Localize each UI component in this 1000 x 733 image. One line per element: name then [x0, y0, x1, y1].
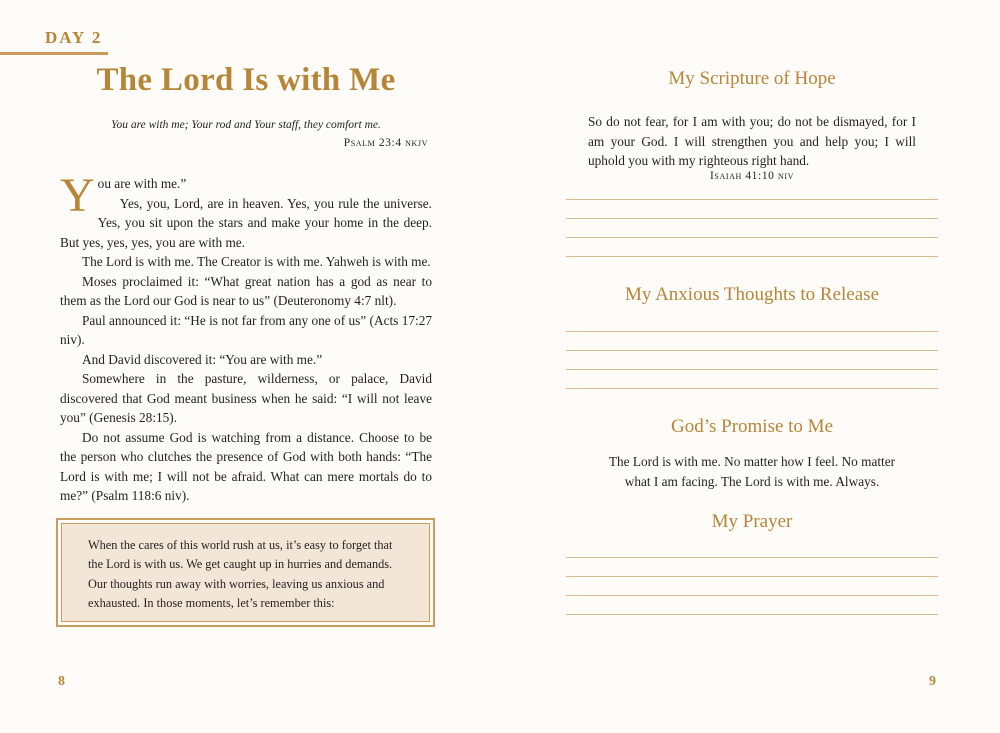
body-paragraph: Somewhere in the pasture, wilderness, or palace, David discovered that God meant business when he said: “I will not leave you” (Genesis 28:15). [60, 371, 432, 425]
scripture-text: So do not fear, for I am with you; do not be dismayed, for I am your God. I will strengthen you and help you; I will uphold you with my righteous right hand. [588, 114, 916, 168]
scripture-reference: Isaiah 41:10 niv [709, 170, 795, 182]
page-title: The Lord Is with Me [96, 62, 396, 98]
writing-line[interactable] [566, 388, 938, 389]
scripture-heading: My Scripture of Hope [668, 68, 836, 89]
writing-line[interactable] [566, 199, 938, 200]
writing-line[interactable] [566, 576, 938, 577]
promise-heading: God’s Promise to Me [670, 416, 834, 437]
day-label: DAY 2 [45, 28, 103, 47]
body-paragraph: And David discovered it: “You are with me.” [82, 351, 323, 367]
anxious-thoughts-heading: My Anxious Thoughts to Release [624, 284, 880, 305]
epigraph: You are with me; Your rod and Your staff, they comfort me. [111, 119, 381, 131]
prayer-heading: My Prayer [711, 511, 793, 532]
drop-cap: Y [60, 169, 95, 222]
epigraph-reference: Psalm 23:4 nkjv [343, 137, 428, 149]
body-paragraph: You are with me.” [60, 169, 187, 222]
page-number-right: 9 [929, 674, 936, 689]
body-paragraph: Paul announced it: “He is not far from any one of us” (Acts 17:27 niv). [60, 312, 432, 347]
body-paragraph: Moses proclaimed it: “What great nation has a god as near to them as the Lord our God is near to us” (Deuteronomy 4:7 nlt). [60, 273, 432, 308]
callout-box [56, 518, 435, 627]
writing-line[interactable] [566, 237, 938, 238]
page-number-left: 8 [58, 674, 65, 689]
writing-line[interactable] [566, 557, 938, 558]
day-tab [0, 26, 108, 56]
promise-line: what I am facing. The Lord is with me. Always. [624, 473, 880, 489]
day-tab-rule [0, 52, 108, 55]
promise-line: The Lord is with me. No matter how I feel. No matter [608, 454, 896, 469]
devotional-body [60, 169, 432, 506]
writing-line[interactable] [566, 350, 938, 351]
writing-line[interactable] [566, 331, 938, 332]
body-paragraph: Yes, you, Lord, are in heaven. Yes, you rule the universe. Yes, you sit upon the stars and make your home in the deep. But yes, yes, yes, you are with me. [60, 195, 432, 250]
promise-text [566, 452, 938, 491]
body-paragraph: The Lord is with me. The Creator is with me. Yahweh is with me. [82, 254, 431, 269]
callout-text: When the cares of this world rush at us, it’s easy to forget that the Lord is with us. We get caught up in hurries and demands. Our thoughts run away with worries, leaving us anxious and exhausted. In those moments, let’s remember this: [61, 523, 430, 622]
writing-line[interactable] [566, 256, 938, 257]
body-paragraph: Do not assume God is watching from a distance. Choose to be the person who clutches the presence of God with both hands: “The Lord is with me; I will not be afraid. What can mere mortals do to me?” (Psalm 118:6 niv). [60, 429, 432, 503]
writing-line[interactable] [566, 614, 938, 615]
writing-line[interactable] [566, 369, 938, 370]
writing-line[interactable] [566, 595, 938, 596]
right-page [500, 0, 1000, 733]
writing-line[interactable] [566, 218, 938, 219]
